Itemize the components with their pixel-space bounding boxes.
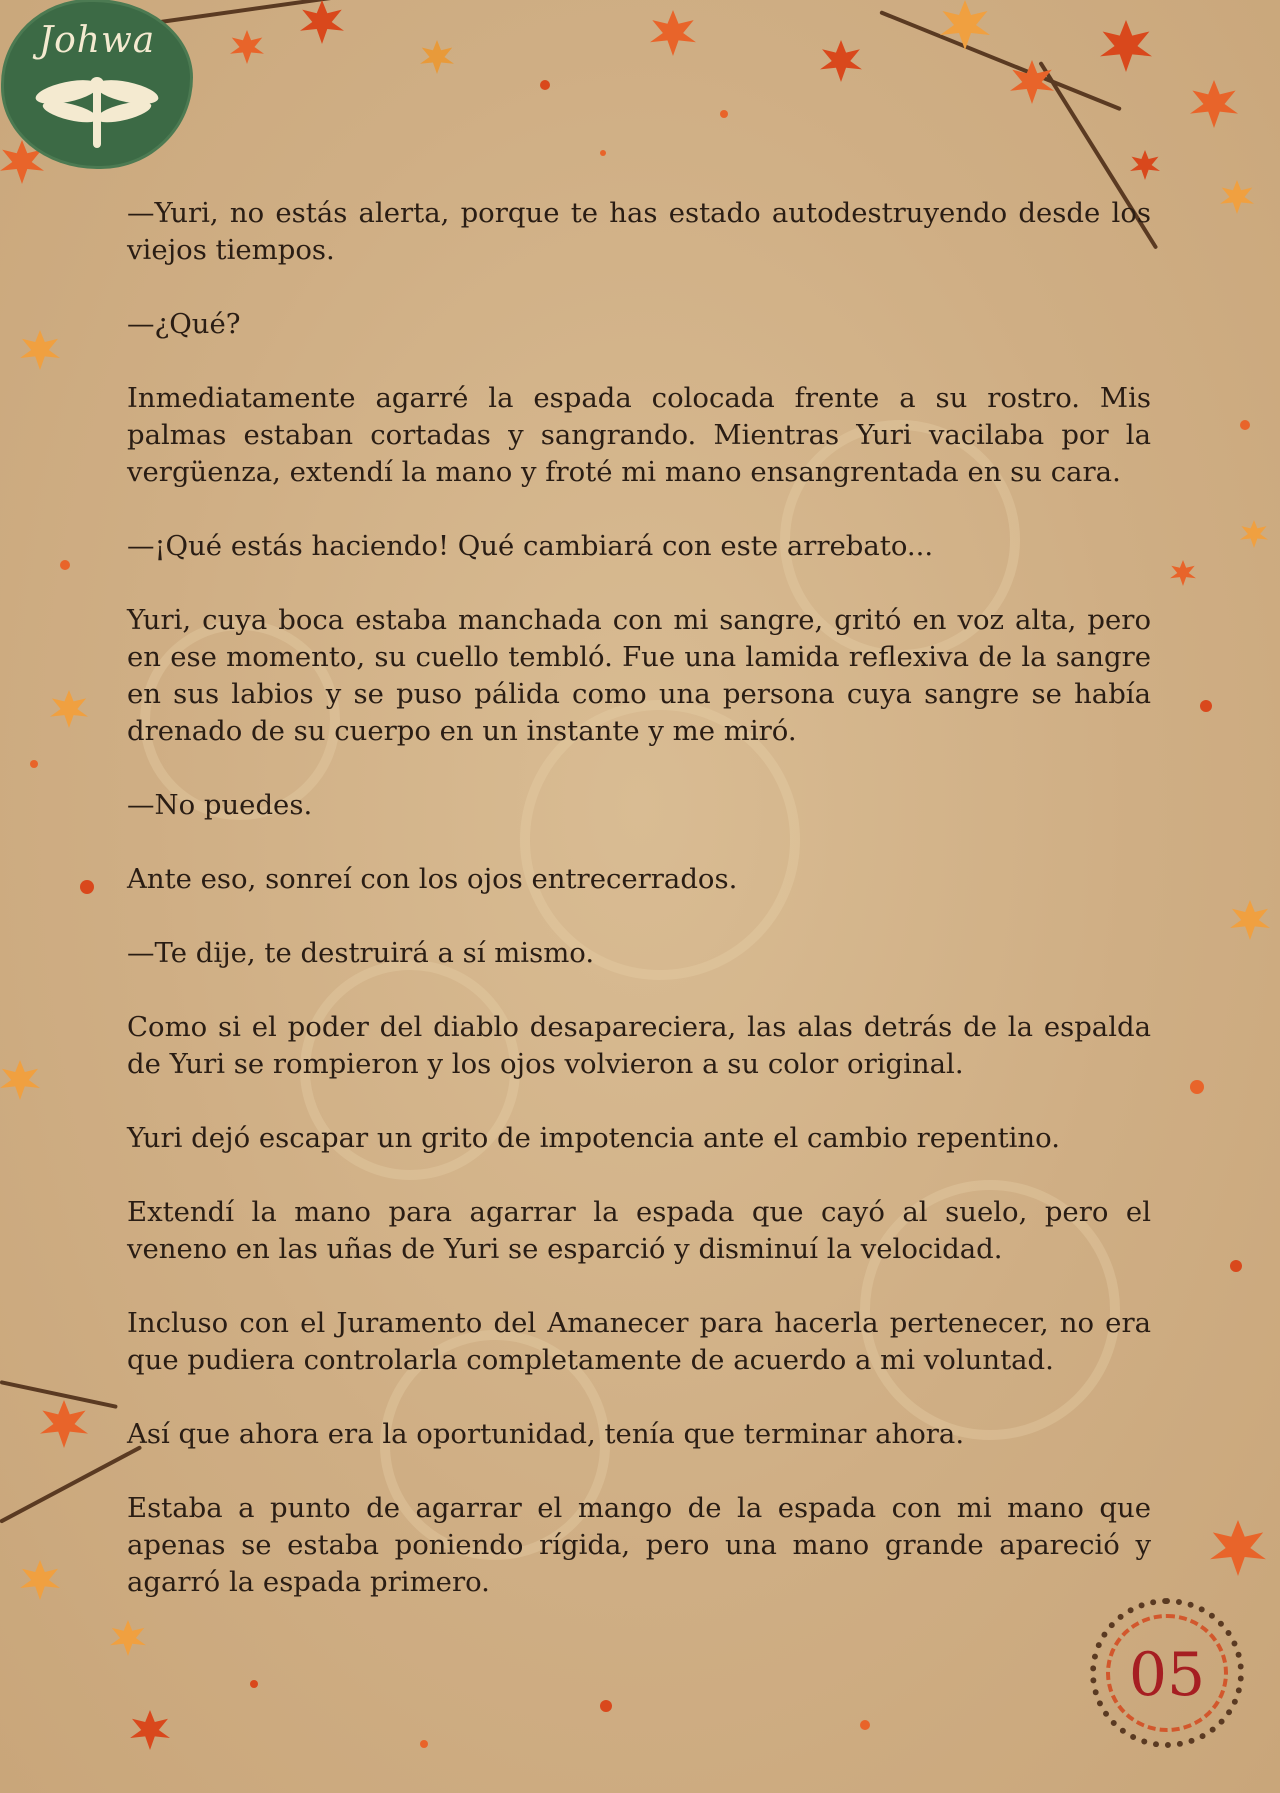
paragraph: Ante eso, sonreí con los ojos entrecerrados. bbox=[127, 863, 738, 895]
paragraph: Inmediatamente agarré la espada colocada frente a su rostro. Mis palmas estaban cortadas y sangrando. Mientras Yuri vacilaba por la vergüenza, extendí la mano y froté mi mano ensangrentada en su cara. bbox=[127, 382, 1151, 488]
johwa-logo bbox=[4, 2, 190, 166]
paragraph: —Yuri, no estás alerta, porque te has estado autodestruyendo desde los viejos tiempos. bbox=[127, 197, 1151, 266]
paragraph: —¿Qué? bbox=[127, 308, 241, 340]
paragraph: Así que ahora era la oportunidad, tenía que terminar ahora. bbox=[127, 1418, 965, 1450]
paragraph: Yuri, cuya boca estaba manchada con mi sangre, gritó en voz alta, pero en ese momento, su cuello tembló. Fue una lamida reflexiva de la sangre en sus labios y se puso pálida como una persona cuya sangre se había drenado de su cuerpo en un instante y me miró. bbox=[127, 604, 1151, 747]
paragraph: Yuri dejó escapar un grito de impotencia ante el cambio repentino. bbox=[127, 1122, 1060, 1154]
dragonfly-icon bbox=[32, 70, 162, 150]
logo-text: Johwa bbox=[38, 20, 156, 61]
paragraph: —¡Qué estás haciendo! Qué cambiará con este arrebato... bbox=[127, 530, 934, 562]
paragraph: —Te dije, te destruirá a sí mismo. bbox=[127, 937, 595, 969]
paragraph: Como si el poder del diablo desapareciera, las alas detrás de la espalda de Yuri se rompieron y los ojos volvieron a su color original. bbox=[127, 1011, 1151, 1080]
paragraph: Estaba a punto de agarrar el mango de la espada con mi mano que apenas se estaba poniendo rígida, pero una mano grande apareció y agarró la espada primero. bbox=[127, 1492, 1151, 1598]
paragraph: —No puedes. bbox=[127, 789, 313, 821]
chapter-text bbox=[127, 195, 1151, 1638]
paragraph: Incluso con el Juramento del Amanecer para hacerla pertenecer, no era que pudiera controlarla completamente de acuerdo a mi voluntad. bbox=[127, 1307, 1151, 1376]
paragraph: Extendí la mano para agarrar la espada que cayó al suelo, pero el veneno en las uñas de Yuri se esparció y disminuí la velocidad. bbox=[127, 1196, 1151, 1265]
page-number-wreath bbox=[1090, 1598, 1244, 1748]
page-number: 05 bbox=[1128, 1640, 1206, 1710]
